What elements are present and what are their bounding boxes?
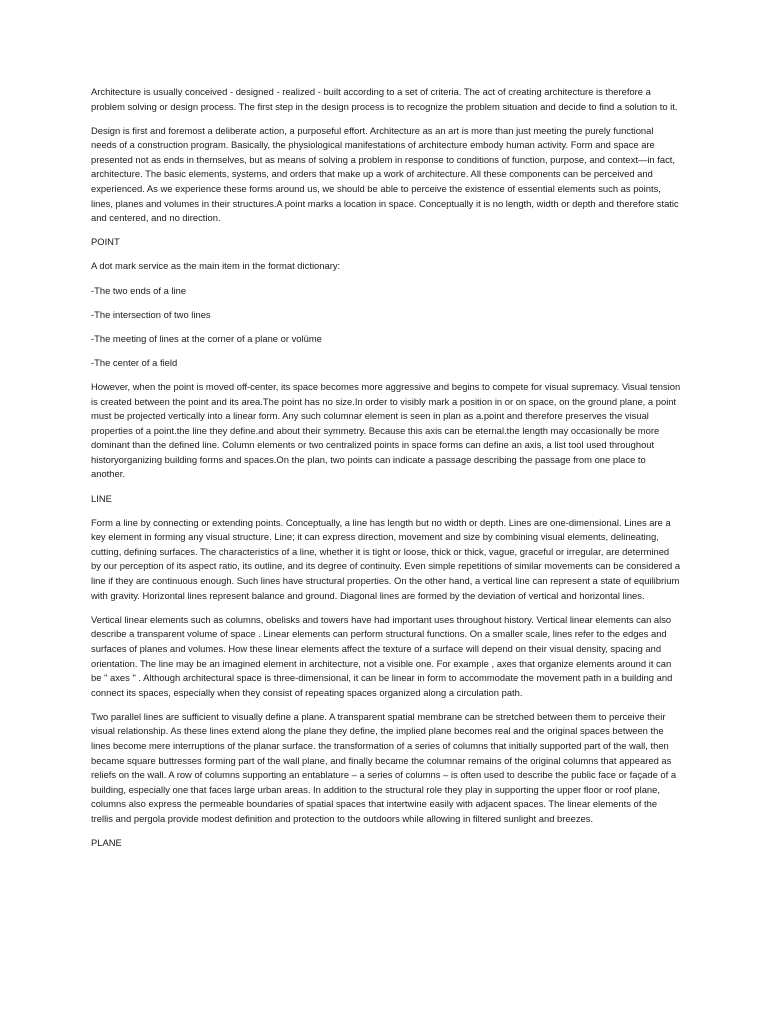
paragraph-parallel-lines: Two parallel lines are sufficient to visually define a plane. A transparent spatial membrane can be stretched between them to perceive their visual relationship. As these lines extend along the plane they define, the implied plane becomes real and the original spaces between the lines become mere interruptions of the planar surface. the transformation of a series of columns that initially supported part of the wall, then became square buttresses forming part of the wall plane, and finally became the columnar remains of the original columns that appeared as reliefs on the wall. A row of columns supporting an entablature – a series of columns – is often used to describe the public face or façade of a building, especially one that faces large urban areas. In addition to the structural role they play in supporting the upper floor or roof plane, columns also express the permeable boundaries of spatial spaces that intertwine easily with adjacent spaces. The linear elements of the trellis and pergola provide modest definition and protection to the outdoors while allowing in filtered sunlight and breezes.: [91, 710, 677, 824]
paragraph-line-definition: Form a line by connecting or extending points. Conceptually, a line has length but no width or depth. Lines are one-dimensional. Lines are a key element in forming any visual structure. Line; it can express direction, movement and size by combining visual elements, delineating, cutting, defining surfaces. The characteristics of a line, whether it is tight or loose, thick or thick, vague, graceful or irregular, are determined by our perception of its aspect ratio, its outline, and its degree of continuity. Even simple repetitions of similar movements can be considered a line if they are continuous enough. Such lines have structural properties. On the other hand, a vertical line can represent a state of equilibrium with gravity. Horizontal lines represent balance and ground. Diagonal lines are formed by the deviation of vertical and horizontal lines.: [91, 516, 681, 601]
list-item-center: -The center of a field: [91, 356, 178, 368]
section-heading-point: POINT: [91, 236, 120, 248]
paragraph-intro: Architecture is usually conceived - designed - realized - built according to a set of criteria. The act of creating architecture is therefore a problem solving or design process. The first step in the design process is to recognize the problem situation and decide to find a solution to it.: [91, 86, 678, 112]
list-item-line-ends: -The two ends of a line: [91, 284, 187, 296]
paragraph-dot-mark: A dot mark service as the main item in the format dictionary:: [91, 260, 341, 272]
list-item-intersection: -The intersection of two lines: [91, 308, 211, 320]
paragraph-vertical-linear: Vertical linear elements such as columns, obelisks and towers have had important uses throughout history. Vertical linear elements can also describe a transparent volume of space . Linear elements can perform structural functions. On a smaller scale, lines refer to the edges and surfaces of planes and volumes. How these linear elements affect the texture of a surface will depend on their visual density, spacing and orientation. The line may be an imagined element in architecture, not a visible one. For example , axes that organize elements around it can be " axes " . Although architectural space is three-dimensional, it can be linear in form to accommodate the movement path in a building and connect its spaces, especially when they consist of repeating spaces organized along a circulation path.: [91, 613, 673, 698]
document-page: [91, 85, 681, 860]
paragraph-design: Design is first and foremost a deliberate action, a purposeful effort. Architecture as an art is more than just meeting the purely functional needs of a construction program. Basically, the physiological manifestations of architecture embody human activity. Form and space are presented not as ends in themselves, but as means of solving a problem in response to conditions of function, purpose, and context—in fact, architecture. The basic elements, systems, and orders that make up a work of architecture. All these components can be perceived and experienced. As we experience these forms around us, we should be able to perceive the existence of essential elements such as points, lines, planes and volumes in their structures.A point marks a location in space. Conceptually it is no length, width or depth and therefore static and centered, and no direction.: [91, 124, 679, 224]
list-item-meeting: -The meeting of lines at the corner of a plane or volüme: [91, 332, 322, 344]
section-heading-plane: PLANE: [91, 837, 122, 849]
section-heading-line: LINE: [91, 492, 112, 504]
paragraph-point-off-center: However, when the point is moved off-center, its space becomes more aggressive and begins to compete for visual supremacy. Visual tension is created between the point and its area.The point has no size.In order to visibly mark a position in or on space, on the ground plane, a point must be projected vertically into a linear form. Any such columnar element is seen in plan as a.point and therefore preserves the visual properties of a point.the line they define.and about their symmetry. Because this axis can be eternal.the length may occasionally be more dominant than the defined line. Column elements or two centralized points in space forms can define an axis, a list tool used throughout historyorganizing building forms and spaces.On the plan, two points can indicate a passage describing the passage from one place to another.: [91, 380, 681, 480]
